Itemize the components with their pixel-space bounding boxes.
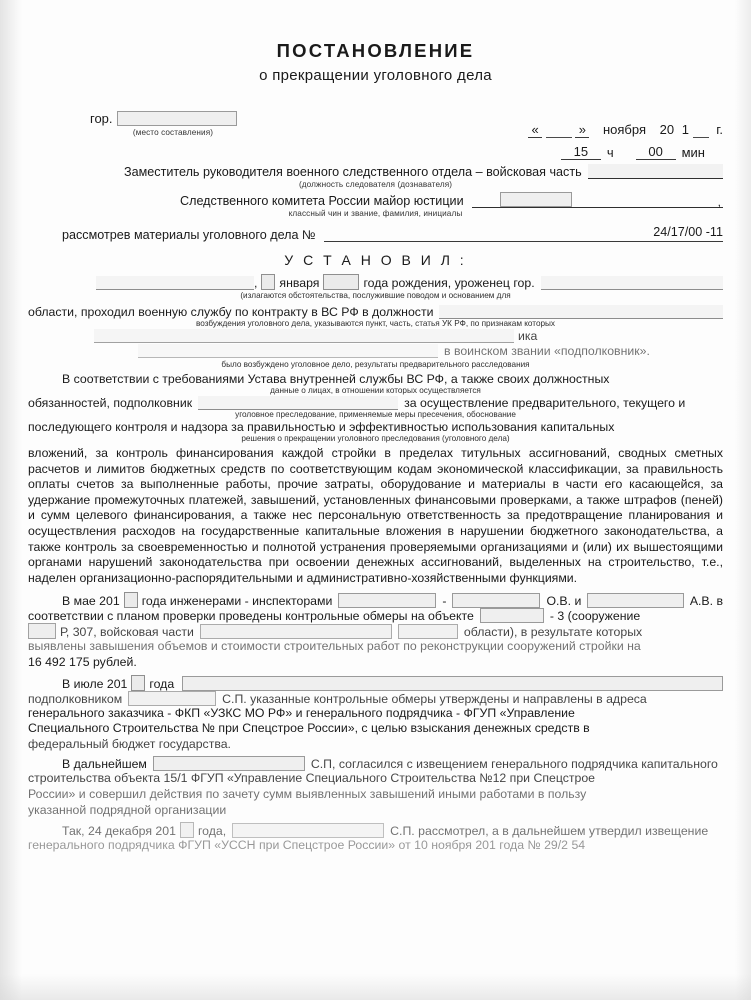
- charter-line-row: [28, 372, 723, 386]
- place-caption: (место составления): [132, 128, 214, 137]
- service-line-redaction: [439, 305, 723, 319]
- committee-line: Следственного комитета России майор юстиции: [180, 194, 464, 208]
- established-header: У С Т А Н О В И Л :: [284, 252, 467, 268]
- time-row: [28, 144, 723, 160]
- p2-line5: 16 492 175 рублей.: [28, 654, 137, 669]
- date-year-suffix: г.: [716, 122, 723, 137]
- p2-lead: В мае 201: [62, 594, 120, 609]
- p5-line1-tail: С.П. рассмотрел, а в дальнейшем утвердил извещение: [390, 824, 709, 839]
- place-label: гор.: [90, 111, 113, 126]
- p5-name-redaction: [232, 823, 384, 838]
- birth-city-redaction: [541, 276, 723, 290]
- scan-shadow-right: [735, 0, 751, 1000]
- duties-line-tail: за осуществление предварительного, текущего и: [404, 396, 686, 410]
- p3-line2-b: С.П. указанные контрольные обмеры утверждены и направлены в адреса: [222, 691, 647, 706]
- p2-inspector3-redaction: [587, 593, 683, 608]
- caption-2: возбуждения уголовного дела, указываются пункт, часть, статья УК РФ, по признакам которых: [195, 319, 556, 328]
- p2-inspector2-redaction: [452, 593, 540, 608]
- p2-code-redaction: [28, 623, 56, 639]
- caption-5: уголовное преследование, применяемые меры пресечения, обоснование: [235, 410, 516, 419]
- date-close-quote: »: [575, 122, 589, 138]
- committee-block: Следственного комитета России майор юстиции , классный чин и звание, фамилия, инициалы: [28, 192, 723, 219]
- page-subtitle: о прекращении уголовного дела: [259, 67, 492, 84]
- p3-line3: генерального заказчика - ФКП «УЗКС МО РФ» и генерального подрядчика - ФГУП «Управление: [28, 705, 575, 720]
- p3-officer-redaction: [128, 691, 216, 706]
- p4-lead: В дальнейшем: [62, 757, 147, 772]
- duties-line-row: [28, 396, 723, 410]
- rank-text: в воинском звании «подполковник».: [444, 344, 650, 358]
- date-year-prefix: 20: [659, 122, 675, 137]
- p2-line2: соответствии с планом проверки проведены контрольные обмеры на объекте: [28, 609, 474, 624]
- p2-initials-2: А.В. в: [689, 594, 723, 609]
- time-hours-unit: ч: [606, 145, 614, 160]
- p4-line4: указанной подрядной организации: [28, 802, 227, 817]
- p2-line4: выявлены завышения объемов и стоимости строительных работ по реконструкции сооружений стройки на: [28, 639, 641, 654]
- paragraph-2: В мае 201 года инженерами - инспекторами - О.В. и А.В. в соответствии с планом проверки проведены контрольные обмеры на объекте - 3 (сооружение Р, 307, войсковая части области), в результате которых выявлены завышения объемов и стоимости строительных работ по реконструкции сооружений стройки на 16 492 175 рублей.: [28, 594, 723, 669]
- case-number-row: [28, 225, 723, 242]
- scan-shadow-bottom: [0, 974, 751, 1000]
- place-redaction: [117, 111, 237, 126]
- p5-lead-tail: года,: [197, 824, 227, 839]
- p4-name-redaction: [153, 756, 305, 771]
- p2-inspector1-redaction: [338, 593, 436, 608]
- p3-year-redaction: [131, 675, 145, 691]
- time-hours: 15: [561, 144, 601, 160]
- date-year-digit: 1: [681, 122, 689, 137]
- p3-after-year: года: [149, 676, 175, 691]
- p2-unit-redaction: [200, 624, 392, 639]
- official-line: Заместитель руководителя военного следственного отдела – войсковая часть: [124, 165, 582, 179]
- caption-6: решения о прекращении уголовного преследования (уголовного дела): [241, 434, 510, 443]
- position-redaction: [94, 329, 514, 343]
- date-month: ноября: [602, 122, 647, 137]
- service-line-text: области, проходил военную службу по контракту в ВС РФ в должности: [28, 305, 434, 319]
- p4-line1-tail: С.П, согласился с извещением генерального подрядчика капитального: [310, 757, 718, 772]
- p2-initials-1: О.В. и: [546, 594, 582, 609]
- time-minutes: 00: [636, 144, 676, 160]
- caption-4: данные о лицах, в отношении которых осуществляется: [270, 386, 481, 395]
- control-line-row: [28, 420, 723, 434]
- p3-lead: В июле 201: [62, 676, 128, 691]
- service-line-row: [28, 305, 723, 319]
- case-number-value: 24/17/00 -11: [653, 225, 723, 239]
- committee-caption: классный чин и звание, фамилия, инициалы: [288, 209, 463, 218]
- document-title-block: [28, 40, 723, 84]
- case-line-label: рассмотрев материалы уголовного дела №: [62, 228, 316, 242]
- duties-line-text: обязанностей, подполковник: [28, 396, 193, 410]
- p2-region-redaction: [398, 624, 458, 639]
- p2-after-year: года инженерами - инспекторами: [141, 594, 333, 609]
- p2-year-redaction: [124, 592, 138, 608]
- date-open-quote: «: [528, 122, 542, 138]
- birth-line-row: , января года рождения, уроженец гор.: [28, 274, 723, 290]
- p2-line3-b: области), в результате которых: [463, 625, 643, 640]
- p2-line3-a: Р, 307, войсковая части: [60, 625, 194, 640]
- p3-line5: федеральный бюджет государства.: [28, 736, 231, 751]
- caption-3: было возбуждено уголовное дело, результаты предварительного расследования: [221, 360, 530, 369]
- birth-year-redaction: [323, 274, 359, 290]
- place-date-row: [28, 110, 723, 138]
- p3-line2-a: подполковником: [28, 691, 123, 706]
- duties-redaction: [198, 396, 398, 410]
- page-title: ПОСТАНОВЛЕНИЕ: [276, 40, 475, 61]
- p2-object-redaction: [480, 608, 544, 623]
- p3-line4: Специального Строительства № при Спецстрое России», с целью взыскания денежных средств в: [28, 721, 590, 736]
- birth-name-redaction: [96, 276, 254, 290]
- rank-line-row: [28, 344, 723, 358]
- official-block: [28, 164, 723, 190]
- control-line-text: последующего контроля и надзора за правильностью и эффективностью использования капитальных: [28, 420, 615, 434]
- birth-line-text: года рождения, уроженец гор.: [363, 276, 535, 290]
- birth-day-redaction: [261, 274, 275, 290]
- p4-line2: строительства объекта 15/1 ФГУП «Управление Специального Строительства №12 при Спецстрое: [28, 771, 596, 786]
- position-line-row: [28, 329, 723, 343]
- rank-redaction: [138, 344, 438, 358]
- p5-year-redaction: [180, 822, 194, 838]
- scan-shadow-left: [0, 0, 22, 1000]
- main-paragraph: вложений, за контроль финансирования каждой стройки в пределах титульных ассигнований, сводных сметных расчетов и лимитов бюджетных средств по соответствующим кодам экономической классификации, за правильность оплаты счетов за выполненные работы, прочие затраты, оборудование и материалы в части его касающейся, за удержание промежуточных платежей, завышений, установленных финансовыми проверками, а также штрафов (пеней) и сумм целевого финансирования, а также нес персональную ответственность за предотвращение планирования и осуществления расходов на государственные капитальные вложения в нарушении бюджетного законодательства, а также контроль за своевременностью и полнотой устранения проверяемыми организациями и (или) их вышестоящими органами нарушений законодательства при освоении денежных ассигнований, выделенных на строительство, т.е., наделен организационно-распорядительными и административно-хозяйственными функциями.: [28, 446, 723, 585]
- committee-redaction: [500, 192, 572, 207]
- birth-month: января: [279, 276, 320, 290]
- p2-line2-tail: - 3 (сооружение: [549, 609, 641, 624]
- paragraph-3: [28, 675, 723, 753]
- paragraph-5: [28, 822, 723, 854]
- p3-name-redaction: [182, 676, 723, 691]
- charter-line-text: В соответствии с требованиями Устава внутренней службы ВС РФ, а также своих должностных: [62, 372, 610, 386]
- date-field: [528, 122, 723, 138]
- paragraph-4: [28, 756, 723, 818]
- p4-line3: России» и совершил действия по зачету сумм выявленных завышений иными работами в пользу: [28, 786, 587, 801]
- time-minutes-unit: мин: [681, 145, 705, 160]
- position-suffix: ика: [518, 329, 538, 343]
- p5-lead: Так, 24 декабря 201: [62, 824, 176, 839]
- p5-line2: генерального подрядчика ФГУП «УССН при Спецстрое России» от 10 ноября 201 года № 29/2 54: [28, 838, 586, 853]
- caption-1: (излагаются обстоятельства, послужившие поводом и основанием для: [240, 291, 511, 300]
- official-caption: (должность следователя (дознавателя): [298, 180, 453, 189]
